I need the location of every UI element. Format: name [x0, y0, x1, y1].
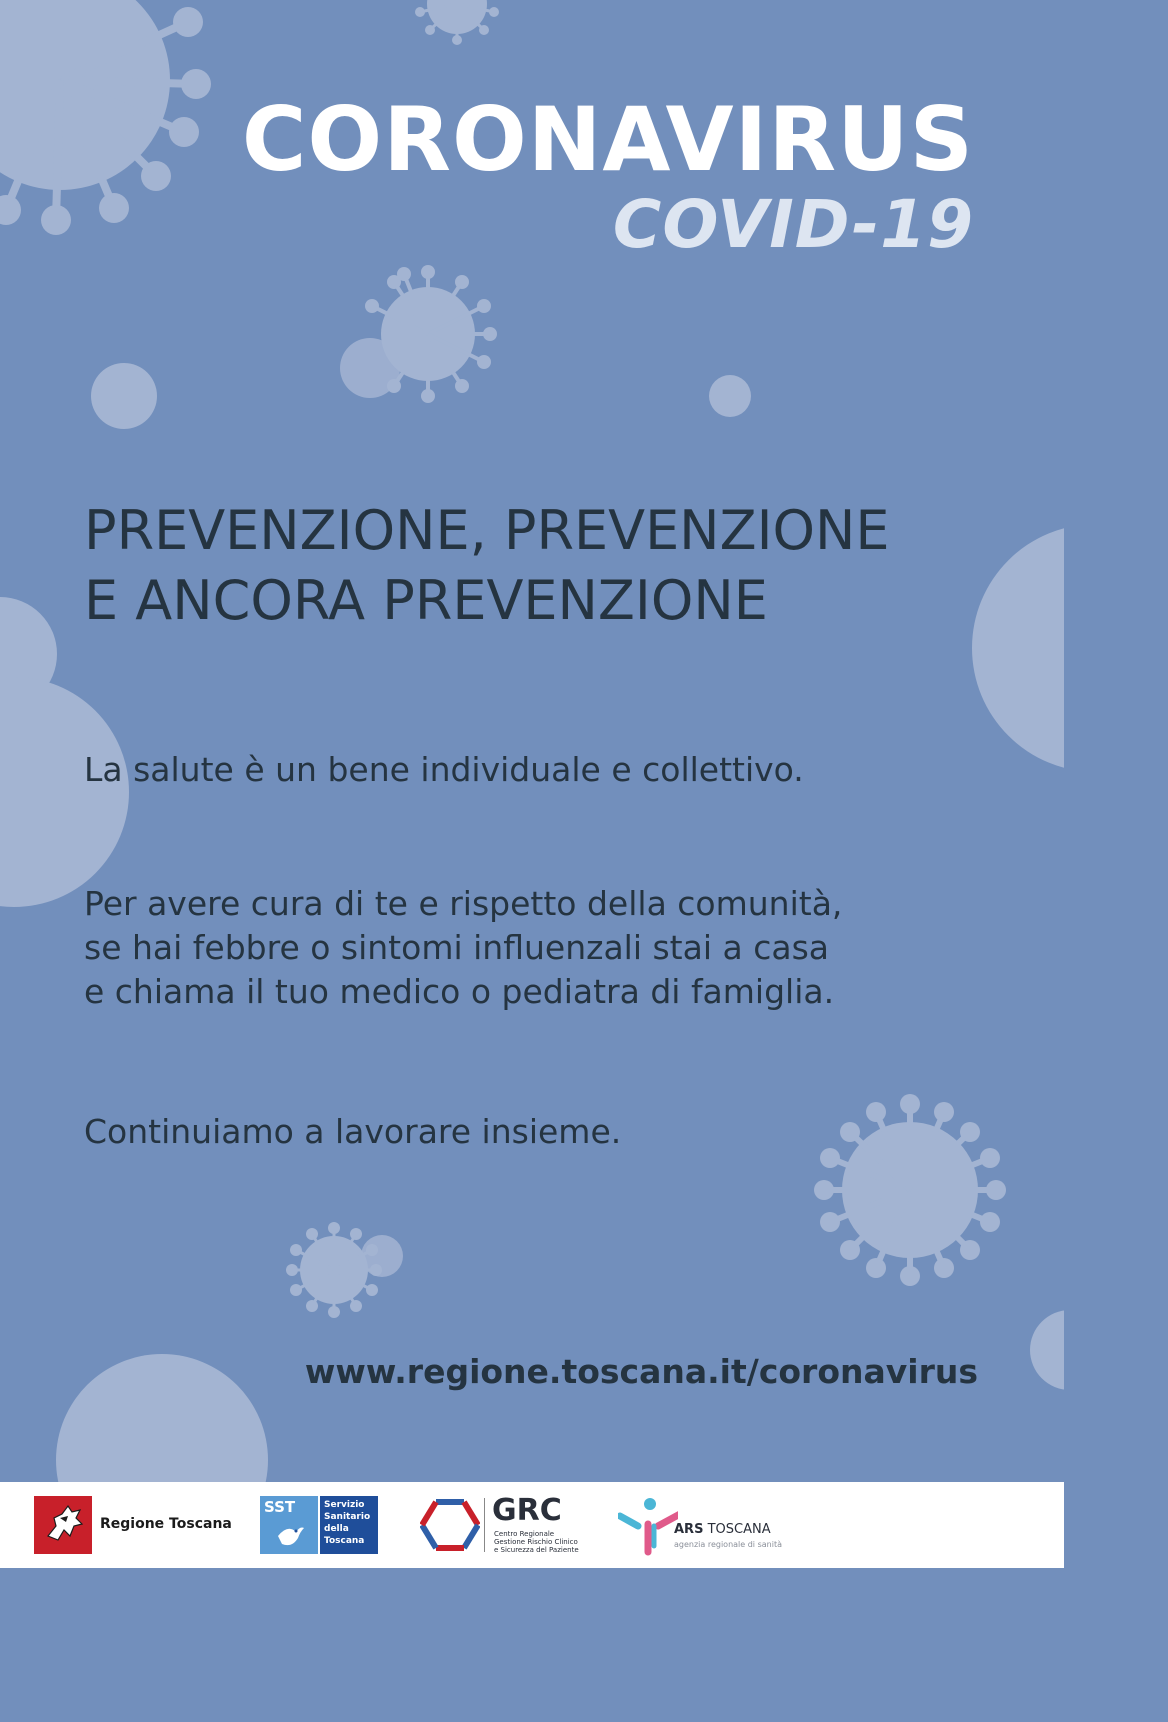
grc-logo [420, 1493, 590, 1554]
footer-logo-bar [0, 1482, 1064, 1568]
paragraph-advice [84, 882, 1024, 1014]
regione-toscana-label: Regione Toscana [100, 1516, 232, 1532]
ars-tagline: agenzia regionale di sanità [674, 1540, 782, 1549]
poster-title: CORONAVIRUS [241, 88, 974, 191]
sst-mark: SST [264, 1498, 296, 1516]
poster-subtitle: COVID-19 [612, 186, 974, 263]
ars-toscana-logo [618, 1496, 788, 1554]
ars-toscana-label: ARS TOSCANA [674, 1522, 771, 1537]
grc-label: Centro Regionale Gestione Rischio Clinico e Sicurezza del Paziente [494, 1530, 579, 1554]
virus-icon [415, 0, 499, 45]
virus-icon [0, 0, 211, 235]
paragraph-together [84, 1110, 1024, 1154]
bird-icon [274, 1518, 306, 1550]
regione-toscana-logo [34, 1496, 264, 1554]
paragraph-line: La salute è un bene individuale e collettivo. [84, 750, 804, 789]
ars-person-icon [618, 1496, 678, 1556]
hexagon-icon [420, 1496, 480, 1554]
headline [84, 496, 1024, 636]
sst-label: Servizio Sanitario della Toscana [324, 1500, 371, 1546]
sst-logo [260, 1496, 380, 1554]
pegasus-flag-icon [34, 1496, 92, 1554]
grc-mark: GRC [492, 1493, 562, 1528]
paragraph-line: e chiama il tuo medico o pediatra di famiglia. [84, 972, 835, 1011]
paragraph-line: se hai febbre o sintomi influenzali stai a casa [84, 928, 829, 967]
headline-line: PREVENZIONE, PREVENZIONE [84, 499, 890, 562]
website-link[interactable]: www.regione.toscana.it/coronavirus [304, 1352, 978, 1391]
paragraph-line: Per avere cura di te e rispetto della comunità, [84, 884, 843, 923]
paragraph-health [84, 748, 1024, 792]
headline-line: E ANCORA PREVENZIONE [84, 569, 768, 632]
paragraph-line: Continuiamo a lavorare insieme. [84, 1112, 622, 1151]
